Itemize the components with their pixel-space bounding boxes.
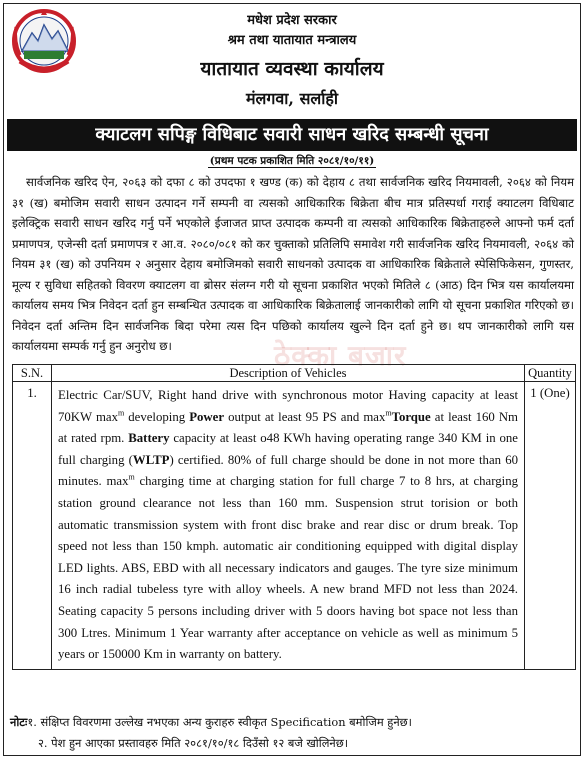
desc-bold: WLTP — [132, 452, 170, 467]
notes-section — [10, 712, 574, 754]
desc-part: output at least 95 PS and max — [224, 409, 386, 424]
notice-page — [3, 3, 581, 756]
row-sn: 1. — [13, 382, 52, 670]
office-name: यातायात व्यवस्था कार्यालय — [200, 58, 384, 80]
vehicle-spec-table — [12, 364, 576, 670]
desc-sup: m — [117, 408, 125, 418]
notice-title-banner: क्याटलग सपिङ्ग विधिबाट सवारी साधन खरिद सम्बन्धी सूचना — [7, 119, 577, 151]
desc-sup: m — [128, 473, 135, 483]
watermark: ठेक्का बजार — [274, 339, 407, 372]
desc-bold: Torque — [391, 409, 431, 424]
desc-part: Electric Car/SUV, Right hand drive with synchronous motor Having capacity at least 70KW max — [58, 388, 518, 424]
notes-label: नोटः — [10, 715, 28, 729]
desc-bold: Battery — [128, 431, 170, 446]
note-2: २. पेश हुन आएका प्रस्तावहरु मिति २०८१/१०/१८ दिउँसो १२ बजे खोलिनेछ। — [38, 736, 349, 750]
note-1 — [10, 712, 574, 733]
publish-date — [4, 154, 580, 168]
office-location: मंलगवा, सर्लाही — [245, 89, 339, 108]
ministry-name: श्रम तथा यातायात मन्त्रालय — [227, 33, 357, 48]
publish-date-text: (प्रथम पटक प्रकाशित मिति २०८१/१०/११) — [209, 155, 375, 167]
desc-sup: m — [385, 408, 392, 418]
col-quantity: Quantity — [525, 365, 576, 382]
table-row — [13, 382, 576, 670]
desc-part: charging time at charging station for full charge 7 to 8 hrs, at charging station ground clearance not less than 160 mm. Suspension strut torision or both automatic transmission system with front disc brake and rear disc or drum break. Top speed not less than 150 kmph. automatic air conditioning equipped with digital display LED lights. ABS, EBD with all necessary indicators and gauges. The tyre size minimum 16 inch radial tubeless tyre with alloy wheels. A new brand MFD not less than 2024. Seating capacity 5 persons including driver with 5 doors having bot space not less than 300 Ltres. Minimum 1 Year warranty after acceptance on vehicle as well as minimum 5 years or 150000 Km in warranty on battery. — [58, 474, 518, 662]
desc-part: ) certified. 80% of full charge should be done in not more than 60 minutes. max — [58, 452, 518, 489]
row-description — [52, 382, 525, 670]
notice-body: सार्वजनिक खरिद ऐन, २०६३ को दफा ८ को उपदफा १ खण्ड (क) को देहाय ८ तथा सार्वजनिक खरिद नियमावली, २०६४ को नियम ३१ (ख) बमोजिम सवारी साधन उत्पादन गर्ने सम्पनी वा त्यसको आधिकारिक बिक्रेता बीच मात्र प्रतिस्पर्धा गराई क्याटलग विधिबाट इलेक्ट्रिक सवारी साधन खरिद गर्नु पर्ने भएकोले ईजाजत प्राप्त उत्पादक कम्पनी वा त्यसको आधिकारिक बिक्रेताहरुले आफ्नो फर्म दर्ता प्रमाणपत्र, एजेन्सी दर्ता प्रमाणपत्र र आ.व. २०८०/०८१ को कर चुक्ताको प्रतिलिपि समावेश गरी सार्वजनिक खरिद नियमावली, २०६४ को नियम ३१ (ख) को उपनियम २ अनुसार देहाय बमोजिमको सवारी साधनको उत्पादक वा आधिकारिक बिक्रेताले स्पेसिफिकेसन, गुणस्तर, मूल्य र सुविधा सहितको विवरण क्याटलग वा ब्रोसर संलग्न गरी यो सूचना प्रकाशित भएको मितिले ८ (आठ) दिन भित्र यस कार्यालयमा कार्यालय समय भित्र निवेदन दर्ता हुन सम्बन्धित उत्पादक वा आधिकारिक बिक्रेतालाई जानकारीको लागि यो सूचना प्रकाशित गरिएको छ। निवेदन दर्ता अन्तिम दिन सार्वजनिक बिदा परेमा त्यस दिन पछिको कार्यालय खुल्ने दिन दर्ता हुने छ। थप जानकारीको लागि यस कार्यालयमा सम्पर्क गर्नु हुन अनुरोध छ। — [12, 175, 574, 353]
desc-bold: Power — [189, 409, 225, 424]
desc-part: developing — [124, 409, 190, 424]
col-description: Description of Vehicles — [52, 365, 525, 382]
table-header-row — [13, 365, 576, 382]
row-quantity: 1 (One) — [525, 382, 576, 670]
desc-part: capacity at least o48 KWh having operating range 340 KM in one full charging ( — [58, 431, 518, 467]
desc-part: at least 160 Nm at rated rpm. — [58, 409, 519, 446]
note-1-text: १. संक्षिप्त विवरणमा उल्लेख नभएका अन्य कुराहरु स्वीकृत Specification बमोजिम हुनेछ। — [27, 715, 412, 729]
government-name: मधेश प्रदेश सरकार — [247, 13, 337, 28]
col-sn: S.N. — [13, 365, 52, 382]
